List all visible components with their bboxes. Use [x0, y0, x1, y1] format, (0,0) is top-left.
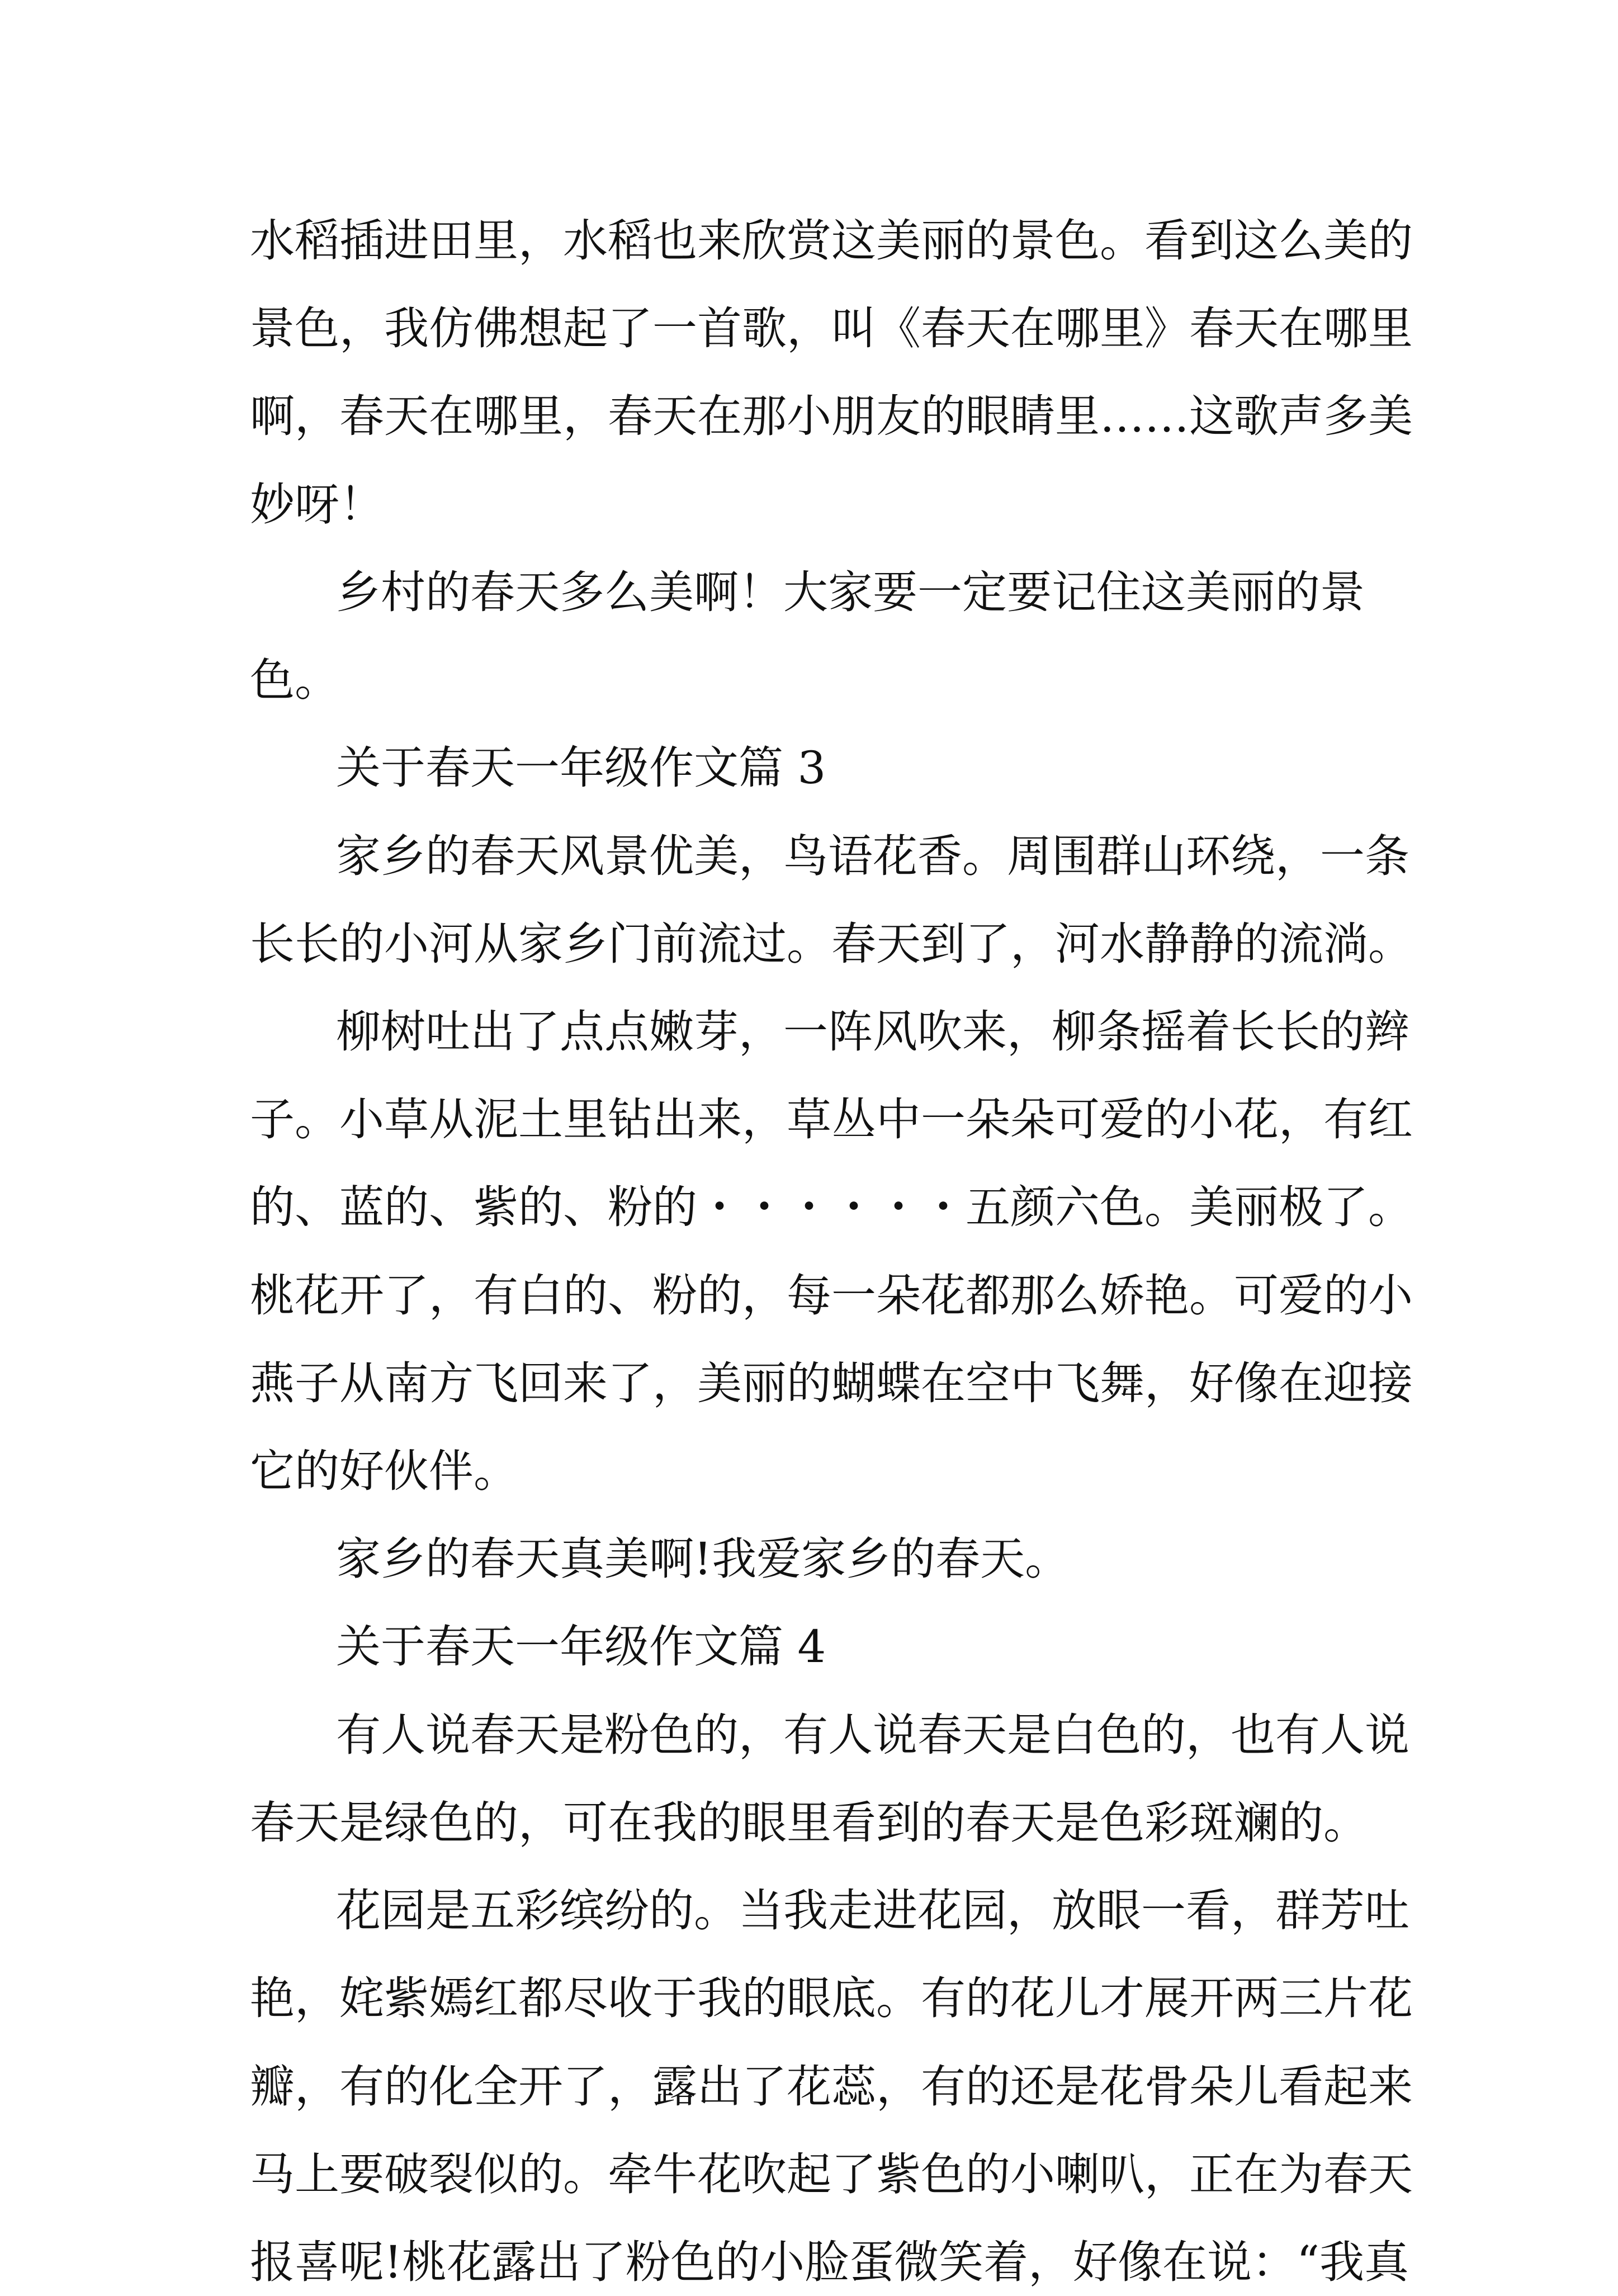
text-line: 乡村的春天多么美啊！大家要一定要记住这美丽的景 — [336, 566, 1365, 618]
text-line: 有人说春天是粉色的，有人说春天是白色的，也有人说 — [336, 1709, 1409, 1761]
text-line: 妙呀！ — [250, 479, 384, 531]
text-line: 花园是五彩缤纷的。当我走进花园，放眼一看，群芳吐 — [336, 1885, 1409, 1937]
section-heading: 关于春天一年级作文篇 4 — [336, 1621, 826, 1673]
text-line: 桃花开了，有白的、粉的，每一朵花都那么娇艳。可爱的小 — [250, 1270, 1413, 1322]
text-line: 家乡的春天风景优美，鸟语花香。周围群山环绕，一条 — [336, 830, 1409, 882]
text-line: 家乡的春天真美啊!我爱家乡的春天。 — [336, 1533, 1070, 1585]
text-line: 水稻插进田里，水稻也来欣赏这美丽的景色。看到这么美的 — [250, 215, 1413, 267]
text-line: 马上要破裂似的。牵牛花吹起了紫色的小喇叭，正在为春天 — [250, 2148, 1413, 2200]
text-line: 的、蓝的、紫的、粉的・・・・・・五颜六色。美丽极了。 — [250, 1181, 1413, 1233]
text-line: 艳，姹紫嫣红都尽收于我的眼底。有的花儿才展开两三片花 — [250, 1972, 1413, 2024]
text-line: 色。 — [250, 654, 339, 706]
text-line: 它的好伙伴。 — [250, 1445, 518, 1497]
text-line: 景色，我仿佛想起了一首歌，叫《春天在哪里》春天在哪里 — [250, 302, 1413, 354]
text-line: 报喜呢!桃花露出了粉色的小脸蛋微笑着，好像在说：“我真 — [250, 2236, 1409, 2288]
text-line: 啊，春天在哪里，春天在那小朋友的眼睛里……这歌声多美 — [250, 390, 1413, 442]
text-line: 燕子从南方飞回来了，美丽的蝴蝶在空中飞舞，好像在迎接 — [250, 1357, 1413, 1409]
section-heading: 关于春天一年级作文篇 3 — [336, 742, 826, 794]
text-line: 子。小草从泥土里钻出来，草丛中一朵朵可爱的小花，有红 — [250, 1093, 1413, 1145]
text-line: 长长的小河从家乡门前流过。春天到了，河水静静的流淌。 — [250, 918, 1413, 970]
text-line: 春天是绿色的，可在我的眼里看到的春天是色彩斑斓的。 — [250, 1797, 1368, 1849]
text-line: 柳树吐出了点点嫩芽，一阵风吹来，柳条摇着长长的辫 — [336, 1006, 1409, 1058]
text-line: 瓣，有的化全开了，露出了花蕊，有的还是花骨朵儿看起来 — [250, 2061, 1413, 2113]
